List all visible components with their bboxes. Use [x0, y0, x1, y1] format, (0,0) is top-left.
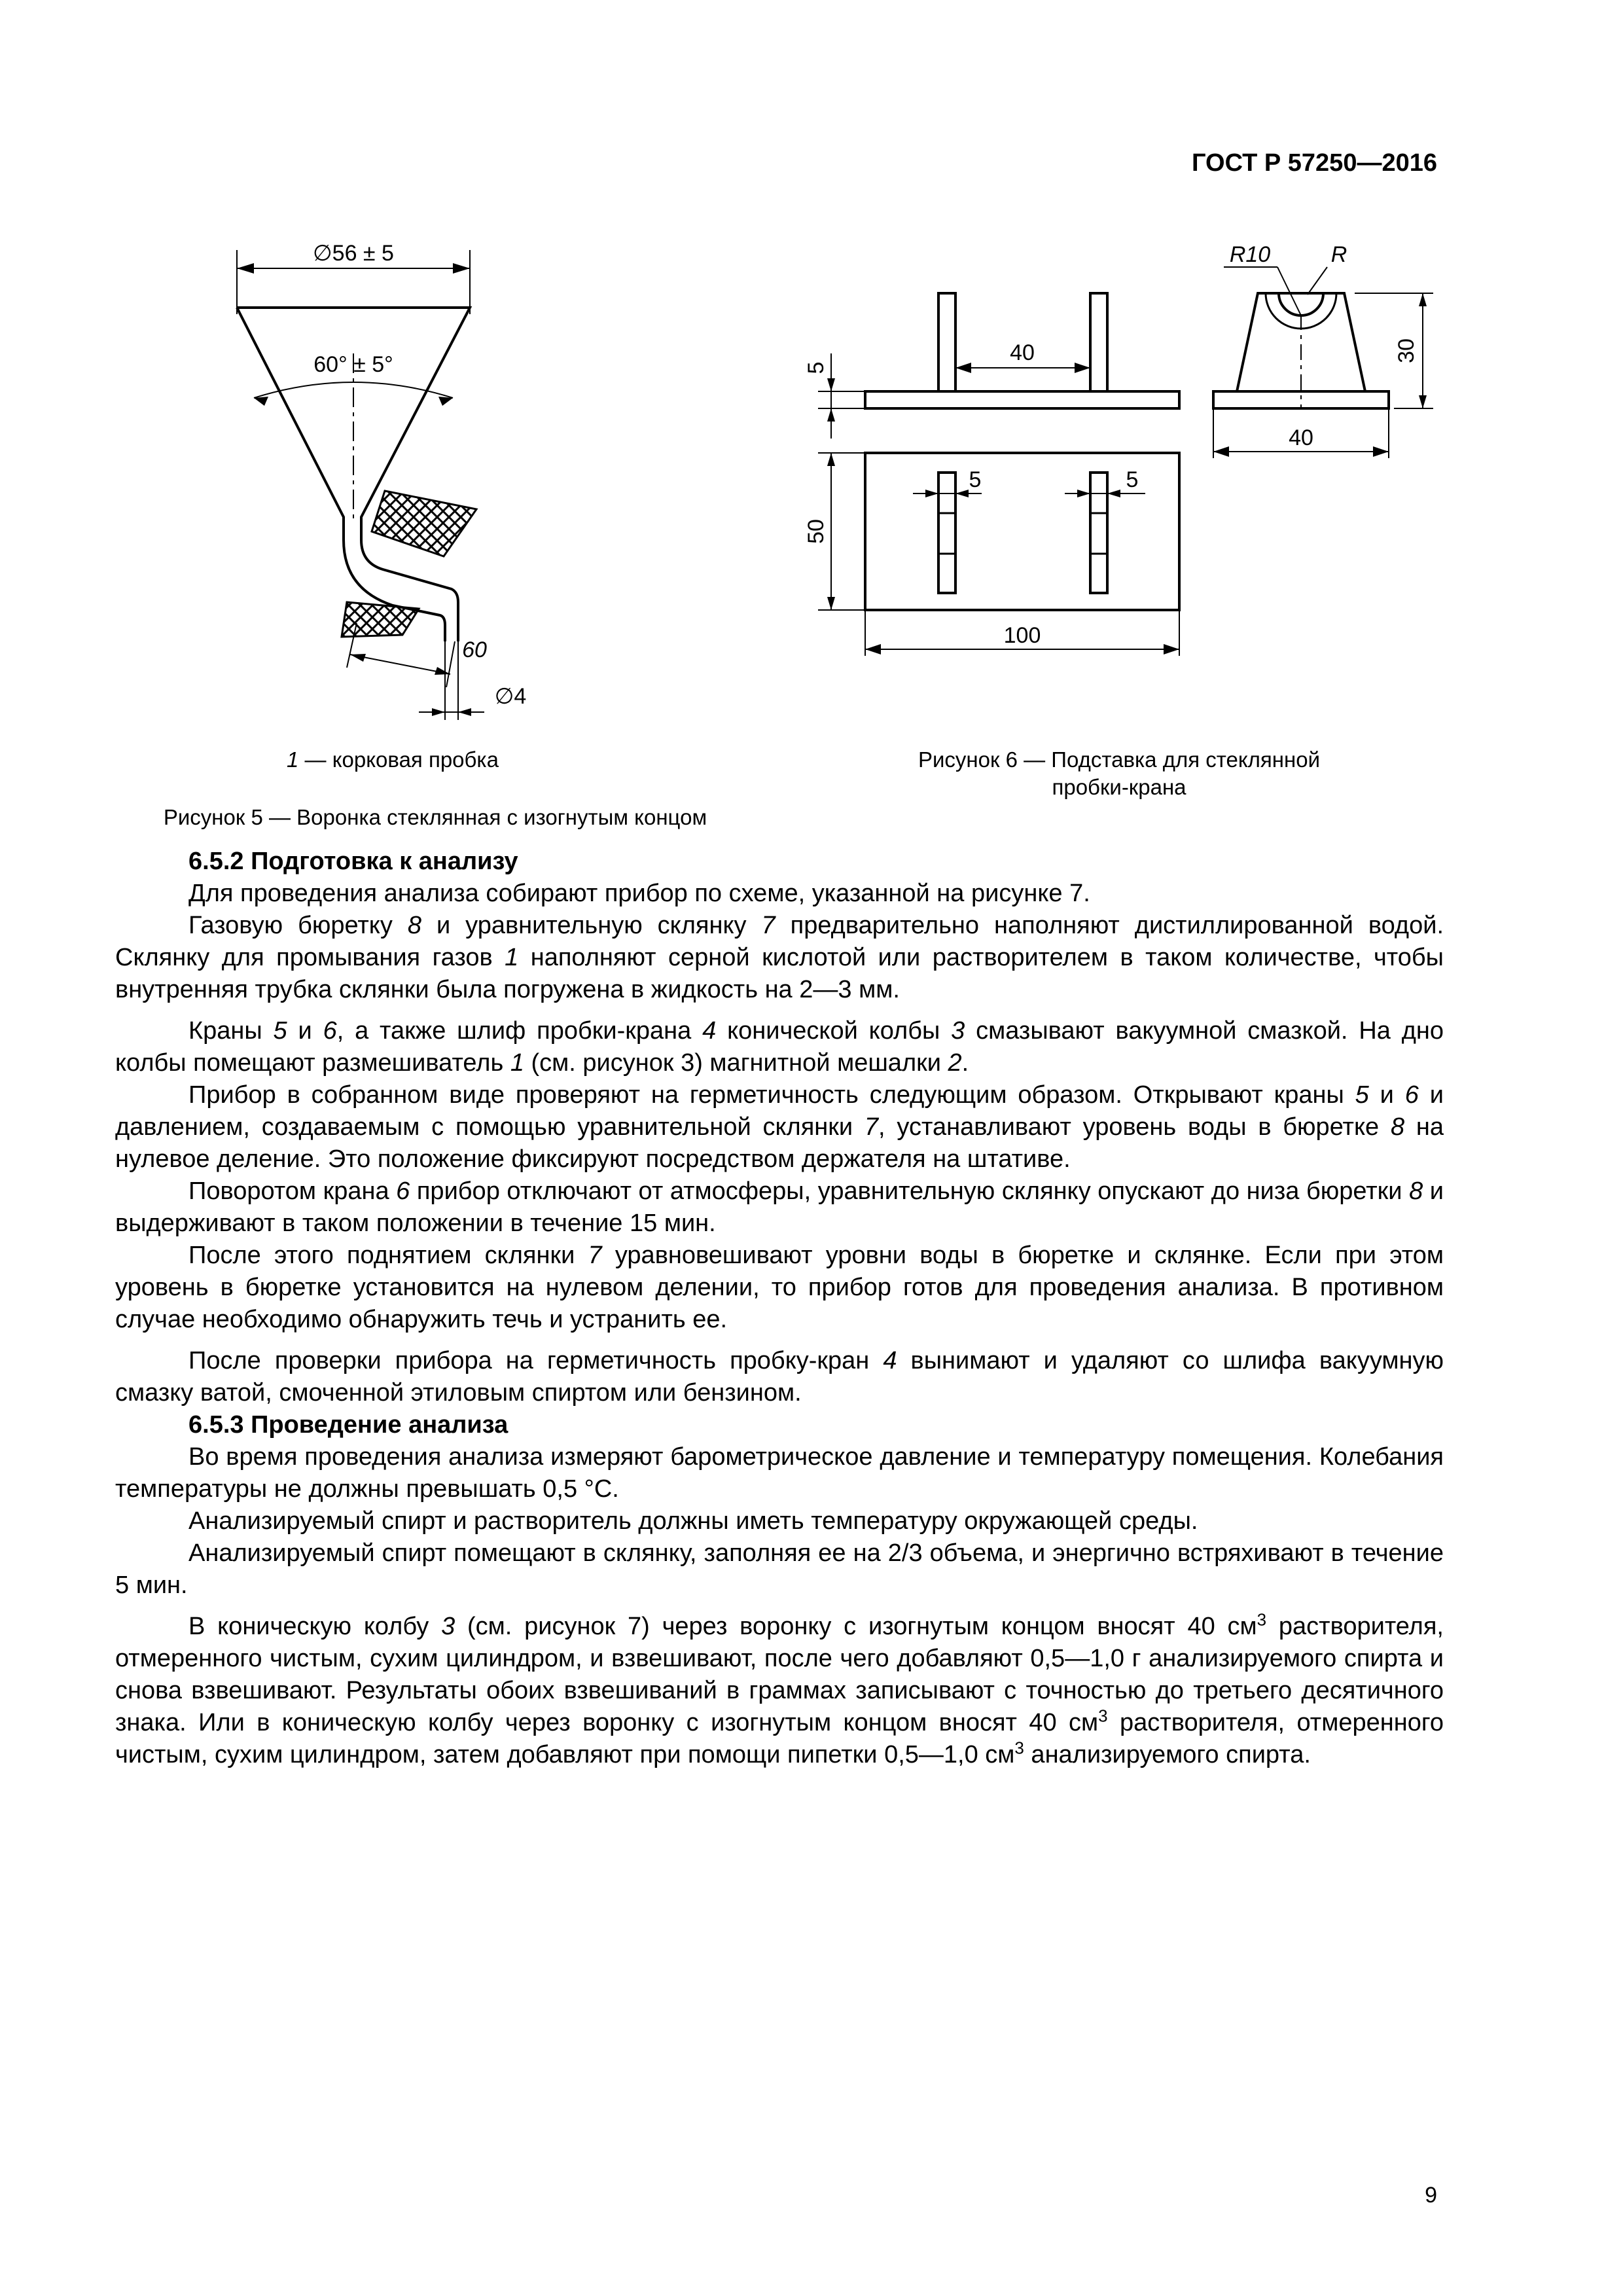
plate-width-label: 100 [1003, 623, 1041, 648]
plate-height-label: 50 [804, 519, 829, 544]
paragraph: Во время проведения анализа измеряют барометрическое давление и температуру помещения. Колебания температуры не должны превышать 0,5 °С. [115, 1443, 1444, 1503]
funnel-length-label: 60 [462, 637, 487, 662]
figure-6-caption: Рисунок 6 — Подставка для стеклянной пробки-крана [918, 747, 1321, 799]
slot-left-width-label: 5 [969, 467, 982, 492]
body-text [115, 846, 1444, 1771]
stand-radius-label: R [1330, 242, 1347, 267]
figure-5-funnel-drawing [131, 223, 720, 746]
paragraph: В коническую колбу 3 (см. рисунок 7) через воронку с изогнутым концом вносят 40 $см^3$ растворителя, отмеренного чистым, сухим цилиндром, и взвешивают, после чего добавляют 0,5—1,0 г анализируемого спирта и снова взвешивают. Результаты обоих взвешиваний в граммах записывают с точностью до третьего десятичного знака. Или в коническую колбу через воронку с изогнутым концом вносят 40 $см^3$ растворителя, отмеренного чистым, сухим цилиндром, затем добавляют при помощи пипетки 0,5—1,0 $см^3$ анализируемого спирта. [115, 1609, 1444, 1768]
paragraph: Прибор в собранном виде проверяют на герметичность следующим образом. Открывают краны 5 и 6 и давлением, создаваемым с помощью уравнительной склянки 7, устанавливают уровень воды в бюретке 8 на нулевое деление. Это положение фиксируют посредством держателя на штативе. [115, 1081, 1444, 1173]
page-number: 9 [1425, 2183, 1437, 2208]
paragraph: Анализируемый спирт помещают в склянку, заполняя ее на 2/3 объема, и энергично встряхивают в течение 5 мин. [115, 1539, 1444, 1599]
stand-spacing-label: 40 [1010, 340, 1035, 365]
stand-thickness-label: 5 [804, 361, 829, 374]
funnel-tube-label: ∅4 [494, 684, 527, 709]
paragraph: Краны 5 и 6, а также шлиф пробки-крана 4 конической колбы 3 смазывают вакуумной смазкой. На дно колбы помещают размешиватель 1 (см. рисунок 3) магнитной мешалки 2. [115, 1017, 1444, 1077]
paragraph: После этого поднятием склянки 7 уравновешивают уровни воды в бюретке и склянке. Если при этом уровень в бюретке установится на нулевом делении, то прибор готов для проведения анализа. В противном случае необходимо обнаружить течь и устранить ее. [115, 1242, 1444, 1333]
stand-radius-10-label: R10 [1229, 242, 1271, 267]
paragraph: Анализируемый спирт и растворитель должны иметь температуру окружающей среды. [188, 1507, 1198, 1535]
funnel-angle-label: 60° ± 5° [313, 352, 393, 377]
section-6-5-2-title: 6.5.2 Подготовка к анализу [188, 848, 518, 875]
stand-height-label: 30 [1394, 338, 1419, 363]
slot-right-width-label: 5 [1126, 467, 1139, 492]
section-6-5-3-title: 6.5.3 Проведение анализа [188, 1411, 508, 1439]
figure-5-caption: Рисунок 5 — Воронка стеклянная с изогнутым концом [163, 805, 707, 829]
paragraph: Поворотом крана 6 прибор отключают от атмосферы, уравнительную склянку опускают до низа бюретки 8 и выдерживают в таком положении в течение 15 мин. [115, 1177, 1444, 1237]
funnel-diameter-label: ∅56 ± 5 [313, 241, 394, 266]
paragraph: После проверки прибора на герметичность пробку-кран 4 вынимают и удаляют со шлифа вакуумную смазку ватой, смоченной этиловым спиртом или бензином. [115, 1347, 1444, 1407]
paragraph: Газовую бюретку 8 и уравнительную склянку 7 предварительно наполняют дистиллированной водой. Склянку для промывания газов 1 наполняют серной кислотой или растворителем в таком количестве, чтобы внутренняя трубка склянки была погружена в жидкость на 2—3 мм. [115, 912, 1444, 1003]
stand-base-width-label: 40 [1289, 425, 1313, 450]
paragraph: Для проведения анализа собирают прибор по схеме, указанной на рисунке 7. [188, 880, 1090, 907]
document-header: ГОСТ Р 57250—2016 [1192, 149, 1437, 177]
figure-5-legend: 1 — корковая пробка [287, 747, 499, 772]
figure-6-stand-drawing [779, 223, 1499, 694]
